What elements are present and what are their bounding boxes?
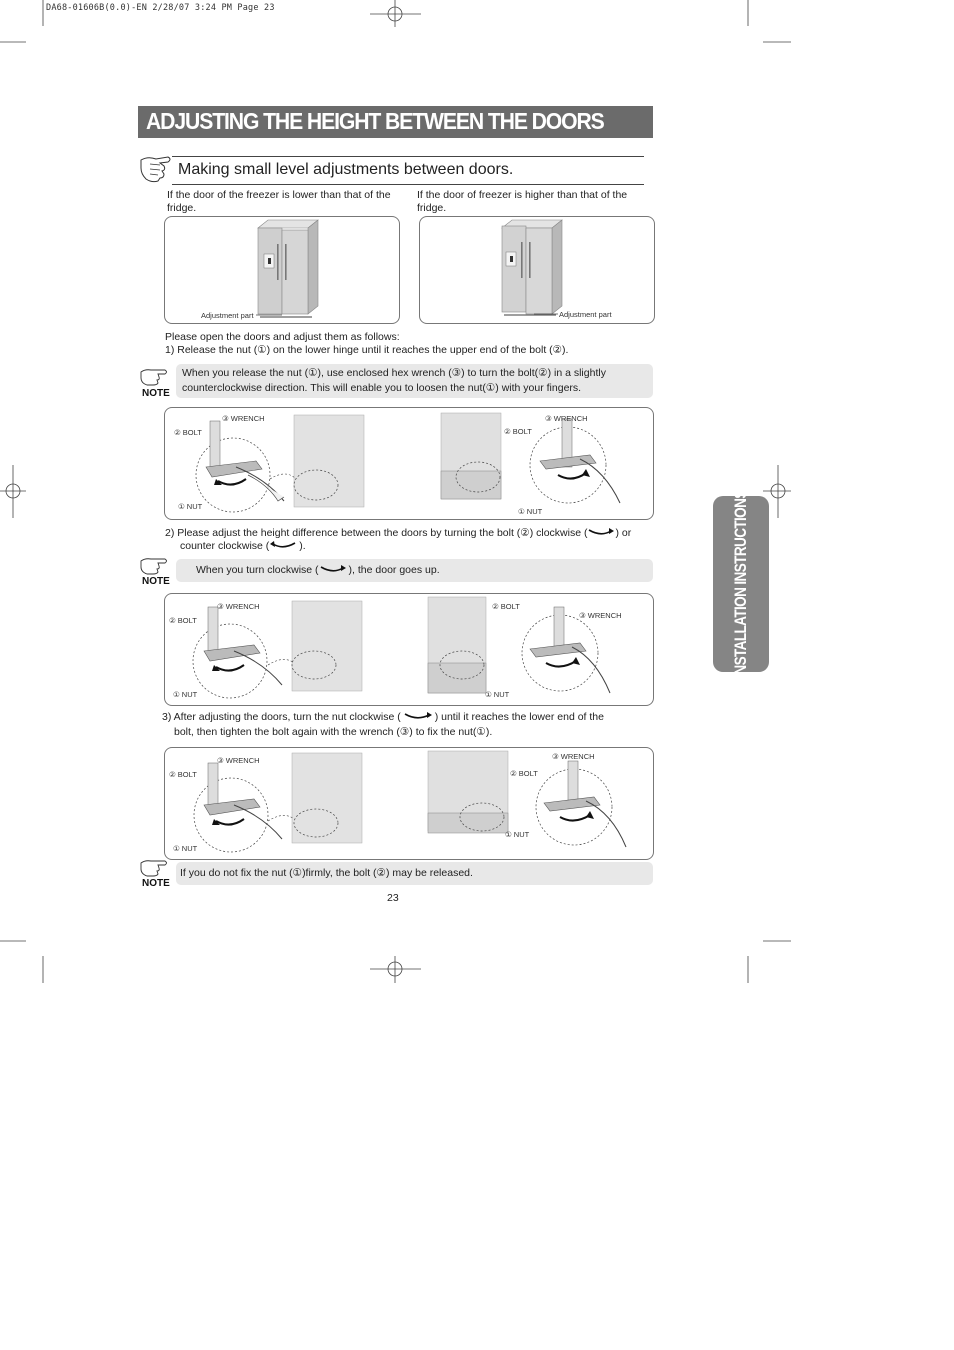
label-bolt-2a: ② BOLT — [169, 616, 197, 625]
label-bolt-3a: ② BOLT — [169, 770, 197, 779]
subtitle: Making small level adjustments between doors. — [178, 161, 514, 178]
hinge-diagram-3-right — [426, 749, 638, 857]
adjustment-part-label-right: Adjustment part — [559, 310, 612, 319]
section-side-tab-label: INSTALLATION INSTRUCTIONS — [731, 490, 750, 678]
step-3-text-b: ) until it reaches the lower end of the — [434, 711, 604, 723]
note-icon — [139, 368, 169, 386]
intro-text: Please open the doors and adjust them as follows: — [165, 331, 400, 343]
label-nut-3b: ① NUT — [505, 830, 530, 839]
hinge-diagram-1-right — [440, 409, 650, 517]
subtitle-rule-bottom — [172, 184, 644, 185]
label-wrench-1a: ③ WRENCH — [222, 414, 265, 423]
step-2-text-c: counter clockwise ( — [180, 540, 270, 552]
label-wrench-2b: ③ WRENCH — [579, 611, 622, 620]
hinge-diagram-1-left — [166, 409, 366, 517]
clockwise-arrow-icon — [401, 711, 435, 721]
note-3-text: If you do not fix the nut (①)firmly, the bolt (②) may be released. — [180, 867, 473, 879]
label-wrench-3a: ③ WRENCH — [217, 756, 260, 765]
label-nut-1b: ① NUT — [518, 507, 543, 516]
note-2-text-a: When you turn clockwise ( — [196, 564, 319, 576]
note-1-line-2: counterclockwise direction. This will enable you to loosen the nut(①) with your fingers. — [182, 382, 582, 394]
label-bolt-1a: ② BOLT — [174, 428, 202, 437]
label-nut-3a: ① NUT — [173, 844, 198, 853]
note-2-text-b: ), the door goes up. — [348, 564, 440, 576]
subtitle-rule-top — [172, 156, 644, 157]
step-3-text-a: 3) After adjusting the doors, turn the nut clockwise ( — [162, 711, 401, 723]
hinge-diagram-2-left — [166, 595, 366, 703]
counterclockwise-arrow-icon — [269, 540, 299, 550]
label-wrench-3b: ③ WRENCH — [552, 752, 595, 761]
step-2-text-d: ). — [299, 540, 306, 552]
label-nut-2b: ① NUT — [485, 690, 510, 699]
hinge-diagram-3-left — [166, 749, 366, 857]
note-label-3: NOTE — [142, 878, 170, 889]
step-1-text: 1) Release the nut (①) on the lower hinge until it reaches the upper end of the bolt (②). — [165, 344, 569, 356]
page-title: ADJUSTING THE HEIGHT BETWEEN THE DOORS — [146, 108, 604, 134]
step-3-line-1 — [162, 710, 604, 724]
note-icon — [139, 859, 169, 877]
label-bolt-2b: ② BOLT — [492, 602, 520, 611]
print-slug: DA68-01606B(0.0)-EN 2/28/07 3:24 PM Page 23 — [46, 3, 275, 13]
step-2-text-b: ) or — [615, 527, 632, 539]
label-nut-1a: ① NUT — [178, 502, 203, 511]
label-wrench-1b: ③ WRENCH — [545, 414, 588, 423]
step-2-line-1 — [165, 526, 631, 540]
refrigerator-illustration-right — [494, 218, 574, 322]
hand-pointer-icon — [138, 154, 174, 184]
label-bolt-1b: ② BOLT — [504, 427, 532, 436]
caption-freezer-higher: If the door of freezer is higher than that of the fridge. — [417, 189, 628, 214]
note-2-text — [196, 563, 440, 578]
refrigerator-illustration-left — [250, 218, 330, 322]
label-bolt-3b: ② BOLT — [510, 769, 538, 778]
adjustment-leader-left — [256, 314, 286, 318]
note-label-1: NOTE — [142, 388, 170, 399]
step-2-line-2 — [180, 539, 306, 553]
caption-freezer-lower: If the door of the freezer is lower than that of the fridge. — [167, 189, 391, 214]
clockwise-arrow-icon — [319, 564, 349, 574]
step-3-line-2: bolt, then tighten the bolt again with the wrench (③) to fix the nut(①). — [174, 726, 493, 738]
note-label-2: NOTE — [142, 576, 170, 587]
clockwise-arrow-icon — [587, 527, 615, 537]
step-2-text-a: 2) Please adjust the height difference between the doors by turning the bolt (②) clockwise ( — [165, 527, 588, 539]
note-1-line-1: When you release the nut (①), use enclosed hex wrench (③) to turn the bolt(②) in a slightly — [182, 367, 606, 379]
note-icon — [139, 557, 169, 575]
label-wrench-2a: ③ WRENCH — [217, 602, 260, 611]
label-nut-2a: ① NUT — [173, 690, 198, 699]
adjustment-part-label-left: Adjustment part — [201, 311, 254, 320]
page-number: 23 — [387, 892, 399, 904]
